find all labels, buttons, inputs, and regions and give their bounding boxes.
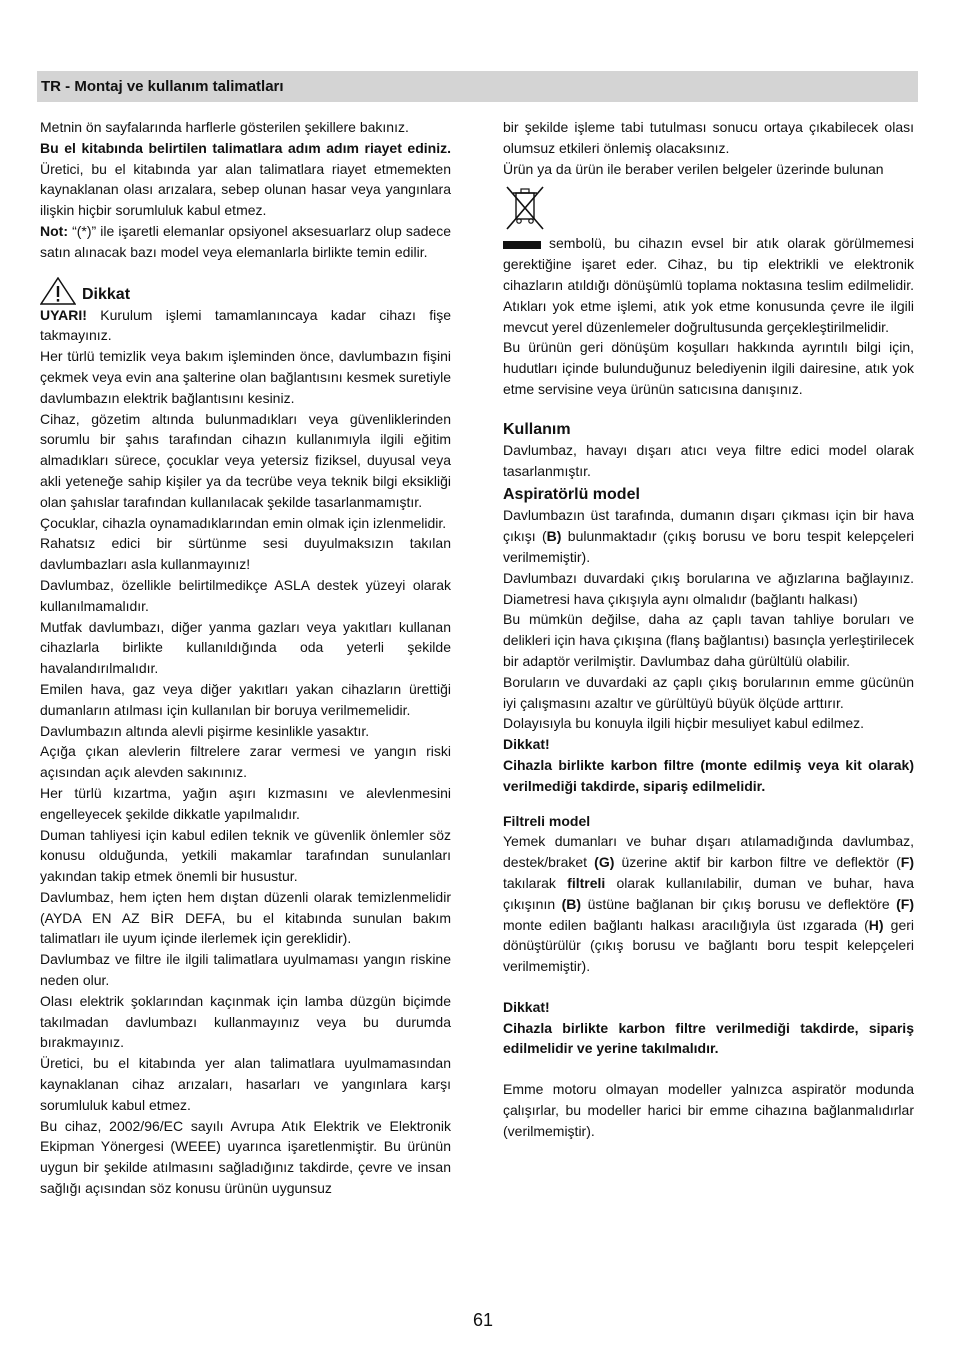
text-run: geri dönüştürülür (çıkış borusu ve bağlantı boru tespit kelepçeleri verilmemiştir). — [503, 916, 915, 975]
safety-paragraph: Duman tahliyesi için kabul edilen teknik ve güvenlik önlemler söz konusu olduğunda, yetkili makamlar tarafından sunulanları yakından takip etmek önemli bir husustur. — [40, 826, 451, 885]
weee-continuation: bir şekilde işleme tabi tutulması sonucu ortaya çıkabilecek olası olumsuz etkileri önlemiş olacaksınız. — [503, 119, 914, 156]
warning-paragraph — [40, 305, 451, 347]
safety-paragraph: Davlumbaz, özellikle belirtilmedikçe ASLA destek yüzeyi olarak kullanılmamalıdır. — [40, 576, 451, 614]
warning-text: Kurulum işlemi tamamlanıncaya kadar cihazı fişe takmayınız. — [40, 306, 451, 344]
label-g: (G) — [594, 854, 615, 871]
rule-paragraph — [40, 138, 451, 221]
dikkat-label: Dikkat! — [503, 736, 550, 753]
safety-paragraph: Üretici, bu el kitabında yer alan talimatlara uyulmamasından kaynaklanan cihaz arızaları, hasarları ve yangınlara karşı sorumluluk kabul etmez. — [40, 1055, 451, 1113]
weee-underline-bar — [503, 241, 541, 249]
intro-text: Metnin ön sayfalarında harflerle gösterilen şekillere bakınız. — [40, 119, 409, 135]
aspirator-paragraph — [503, 505, 914, 567]
text-run: üzerine aktif bir karbon filtre ve deflektör ( — [614, 854, 901, 871]
dikkat-label: Dikkat! — [503, 998, 550, 1015]
bold-word: filtreli — [567, 874, 606, 891]
aspirator-heading: Aspiratörlü model — [503, 486, 640, 504]
right-column — [503, 117, 914, 1142]
text-run: olarak kullanılabilir, duman ve buhar, hava çıkışının — [503, 874, 914, 912]
text-run: üstüne bağlanan bir çıkış borusu ve deflektöre — [581, 895, 897, 912]
weee-intro: Ürün ya da ürün ile beraber verilen belgeler üzerinde bulunan — [503, 160, 884, 177]
dikkat-text: Cihazla birlikte karbon filtre (monte edilmiş veya kit olarak) verilmediği takdirde, sipariş edilmelidir. — [503, 756, 914, 794]
dikkat-text: Cihazla birlikte karbon filtre verilmediği takdirde, sipariş edilmelidir ve yerine takılmalıdır. — [503, 1019, 914, 1057]
dikkat-heading: Dikkat — [82, 285, 131, 303]
motor-paragraph: Emme motoru olmayan modeller yalnızca aspiratör modunda çalışırlar, bu modeller harici bir emme cihazına bağlanmalıdırlar (verilmemiştir). — [503, 1081, 914, 1139]
safety-paragraph: Mutfak davlumbazı, diğer yanma gazları veya yakıtları kullanan cihazlarla birlikte kullanıldığında oda yeterli şekilde havalandırılmalıdır. — [40, 618, 451, 677]
section-header — [37, 71, 918, 102]
warning-triangle-icon — [40, 277, 76, 305]
safety-paragraph: Her türlü temizlik veya bakım işleminden önce, davlumbazın fişini çekmek veya evin ana şalterine olan bağlantısını kesmek suretiyle davlumbazın elektrik bağlantısını kesiniz. — [40, 348, 451, 406]
text-run: Davlumbazın üst tarafında, dumanın dışarı çıkması için bir hava çıkışı ( — [503, 507, 914, 545]
safety-paragraph: Davlumbaz ve filtre ile ilgili talimatlara uyulmaması yangın riskine neden olur. — [40, 951, 451, 989]
aspirator-paragraph: Boruların ve duvardaki az çaplı çıkış borularının emme gücünün iyi çalışmasını azaltır ve gürültüyü büyük ölçüde arttırır. — [503, 673, 914, 711]
safety-paragraph: Bu cihaz, 2002/96/EC sayılı Avrupa Atık Elektrik ve Elektronik Ekipman Yönergesi (WEEE) uyarınca işaretlenmiştir. Bu ürünün uygun bir şekilde atılmasını sağladığınız takdirde, çevre ve insan sağlığı açısından söz konusu ürünün uygunsuz — [40, 1117, 451, 1197]
label-b: B) — [546, 528, 562, 545]
weee-symbol-row — [503, 183, 914, 233]
recycle-info: Bu ürünün geri dönüşüm koşulları hakkında ayrıntılı bilgi için, hudutları içinde bulunduğunuz belediyenin ilgili dairesine, atık yok etme servisine veya ürünün satıcısına danışınız. — [503, 339, 914, 397]
label-f: F) — [900, 854, 914, 871]
label-b: (B) — [561, 895, 582, 912]
filtreli-heading: Filtreli model — [503, 812, 591, 829]
label-f: (F) — [896, 895, 914, 912]
note-paragraph — [40, 221, 451, 263]
text-run: monte edilen bağlantı halkası aracılığıyla üst ızgarada ( — [503, 916, 869, 933]
safety-paragraph: Davlumbaz, hem içten hem dıştan düzenli olarak temizlenmelidir (AYDA EN AZ BİR DEFA, bu el kitabında sunulan bakım talimatları ile uyum içinde ilerlemek için gereklidir). — [40, 888, 451, 947]
text-run: Yemek dumanları ve buhar dışarı atılamadığında davlumbaz, destek/braket — [503, 833, 914, 871]
crossed-bin-icon — [503, 183, 547, 233]
left-column — [40, 117, 451, 1199]
safety-paragraph: Rahatsız edici bir sürtünme sesi duyulmaksızın takılan davlumbazları asla kullanmayınız! — [40, 535, 451, 573]
text-run: bulunmaktadır (çıkış borusu ve boru tespit kelepçeleri verilmemiştir). — [503, 528, 914, 565]
text-run: takılarak — [503, 874, 568, 891]
warning-label: UYARI! — [40, 306, 87, 323]
rule-bold: Bu el kitabında belirtilen talimatlara adım adım riayet ediniz. — [40, 139, 451, 156]
weee-symbol-paragraph — [503, 233, 914, 337]
safety-paragraph: Çocuklar, cihazla oynamadıklarından emin olmak için izlenmelidir. — [40, 514, 447, 531]
dikkat-heading-row — [40, 277, 451, 305]
note-label: Not: — [40, 222, 68, 239]
note-text: “(*)” ile işaretli elemanlar opsiyonel aksesuarlarz olup sadece satın alınacak bazı model veya elemanlarla birlikte temin edilir. — [40, 222, 451, 260]
label-h: H) — [868, 916, 884, 933]
aspirator-paragraph: Bu mümkün değilse, daha az çaplı tavan tahliye boruları ve delikleri için hava çıkışına (flanş bağlantısı) basınçla yerleştirilecek bir adaptör verilmiştir. Davlumbaz daha gürültülü olabilir. — [503, 611, 914, 669]
kullanim-text: Davlumbaz, havayı dışarı atıcı veya filtre edici model olarak tasarlanmıştır. — [503, 441, 914, 479]
safety-paragraph: Emilen hava, gaz veya diğer yakıtları yakan cihazların ürettiği dumanların atılması için kullanılan bir boruya verilmemelidir. — [40, 680, 451, 718]
safety-paragraph: Davlumbazın altında alevli pişirme kesinlikle yasaktır. — [40, 722, 370, 739]
filtreli-paragraph — [503, 831, 914, 977]
rule-rest: Üretici, bu el kitabında yar alan talimatlara riayet etmemekten kaynaklanan olası arızalara, sebep olunan hasar veya yangınlara ilişkin hiçbir sorumluluk kabul etmez. — [40, 160, 451, 219]
section-title: TR - Montaj ve kullanım talimatları — [41, 78, 284, 95]
safety-paragraph: Her türlü kızartma, yağın aşırı kızmasını ve alevlenmesini engelleyecek şekilde dikkatle yapılmalıdır. — [40, 784, 451, 822]
kullanim-heading: Kullanım — [503, 420, 571, 438]
safety-paragraph: Olası elektrik şoklarından kaçınmak için lamba düzgün biçimde takılmadan davlumbazı kullanmayınız veya bu durumda bırakmayınız. — [40, 992, 451, 1051]
page-number: 61 — [472, 1310, 494, 1330]
safety-paragraph: Açığa çıkan alevlerin filtrelere zarar vermesi ve yangın riski açısından açık alevden sakınınız. — [40, 743, 451, 781]
safety-paragraph: Cihaz, gözetim altında bulunmadıkları veya güvenliklerinden sorumlu bir şahıs tarafından cihazın kullanımıyla ilgili eğitim almadıkları sürece, çocuklar veya yetersiz fiziksel, duyusal veya akli yeteneğe sahip kişiler ya da tecrübe veya teknik bilgi eksikliği olan şahıslar tarafından kullanılacak şekilde tasarlanmamıştır. — [40, 410, 451, 510]
weee-symbol-text: sembolü, bu cihazın evsel bir atık olarak görülmemesi gerektiğine işaret eder. Cihaz, bu tip elektrikli ve elektronik cihazların atıldığı dönüşümlü toplama noktasına teslim edilmelidir. Atıkları yok etme işlemi, atık yok etme konusunda çevre ile ilgili mevcut yerel düzenlemeler doğrultusunda gerçekleştirilmelidir. — [503, 235, 914, 335]
aspirator-paragraph: Dolayısıyla bu konuyla ilgili hiçbir mesuliyet kabul edilmez. — [503, 715, 865, 732]
aspirator-paragraph: Davlumbazı duvardaki çıkış borularına ve ağızlarına bağlayınız. Diametresi hava çıkışıyla aynı olmalıdır (bağlantı halkası) — [503, 569, 914, 607]
